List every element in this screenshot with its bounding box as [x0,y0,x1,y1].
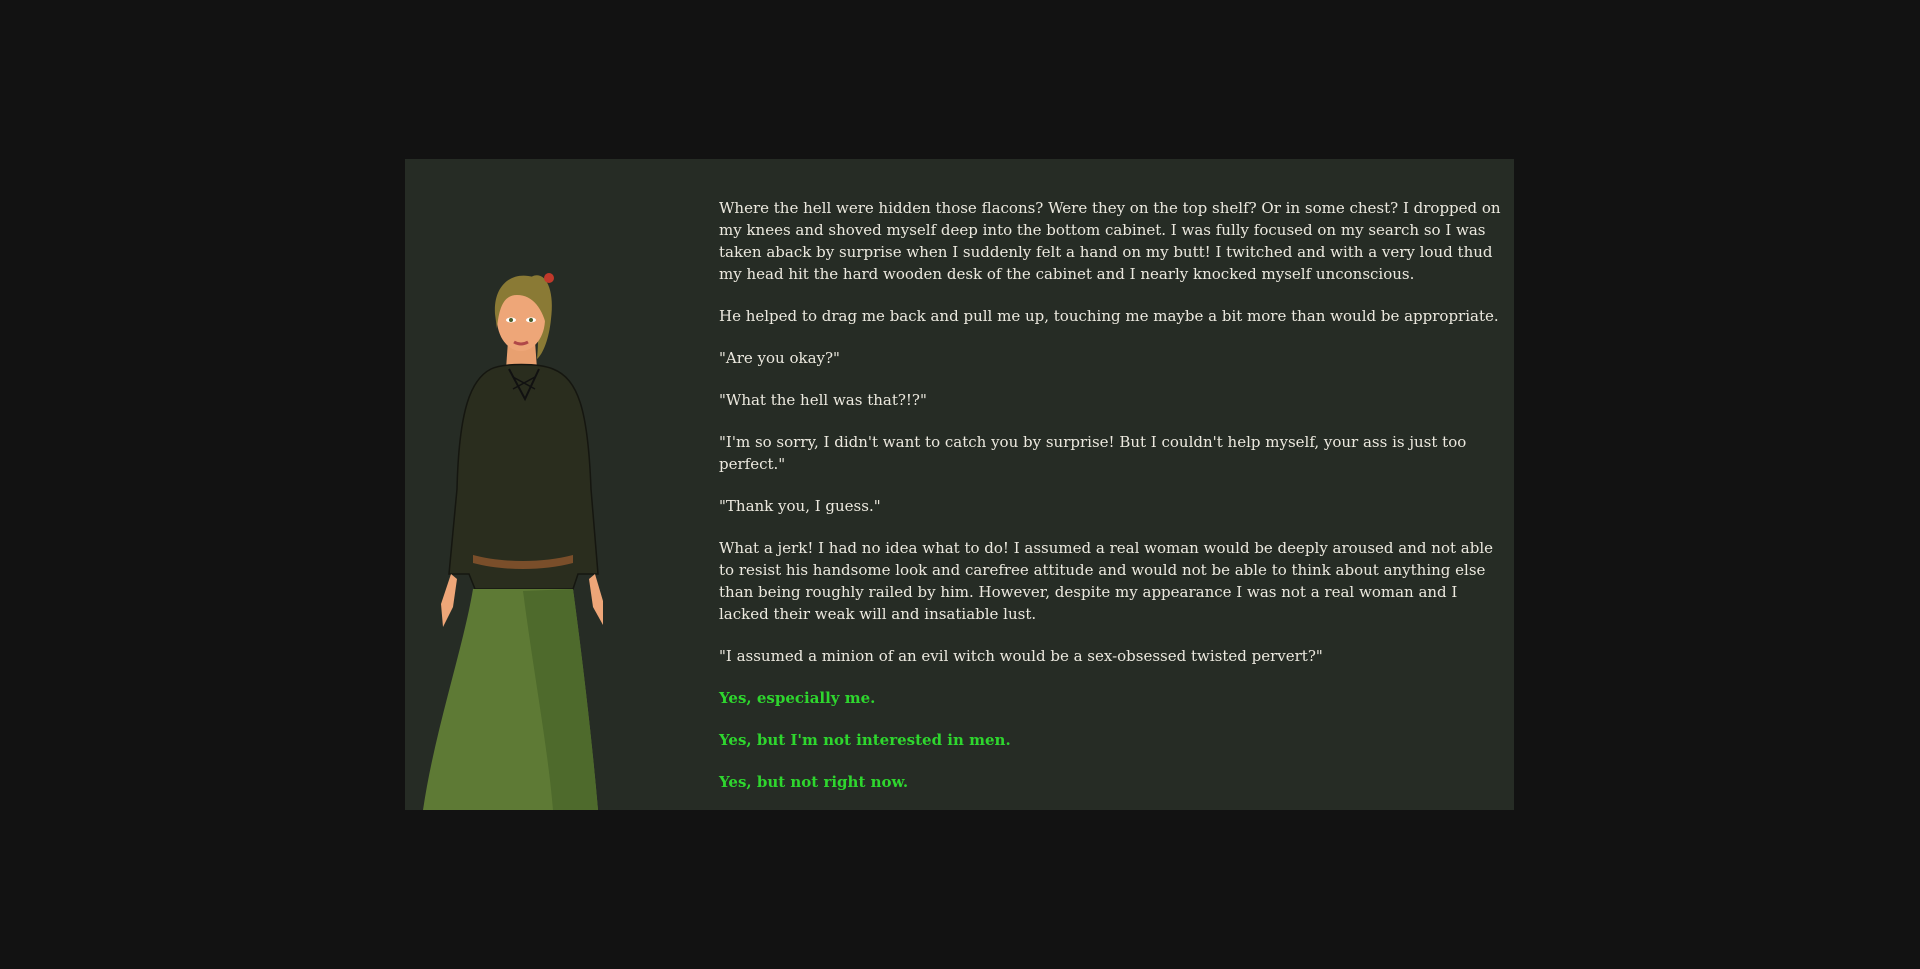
story-paragraph: "Are you okay?" [719,349,840,367]
choice-especially-me[interactable]: Yes, especially me. [719,689,876,707]
story-paragraph: "I'm so sorry, I didn't want to catch you by surprise! But I couldn't help myself, your ass is just too perfect." [719,433,1467,473]
story-paragraph: Where the hell were hidden those flacons? Were they on the top shelf? Or in some chest? I dropped on my knees and shoved myself deep into the bottom cabinet. I was fully focused on my search so I was taken aback by surprise when I suddenly felt a hand on my butt! I twitched and with a very loud thud my head hit the hard wooden desk of the cabinet and I nearly knocked myself unconscious. [719,199,1501,283]
story-text-area [719,197,1504,810]
choice-not-interested-in-men[interactable]: Yes, but I'm not interested in men. [719,731,1011,749]
woman-in-green-skirt-portrait-icon [413,229,643,810]
choice-not-right-now[interactable]: Yes, but not right now. [719,773,909,791]
story-paragraph: He helped to drag me back and pull me up, touching me maybe a bit more than would be appropriate. [719,307,1499,325]
story-paragraph: "I assumed a minion of an evil witch would be a sex-obsessed twisted pervert?" [719,647,1323,665]
game-panel [405,159,1514,810]
story-paragraph: "What the hell was that?!?" [719,391,927,409]
character-portrait [413,229,643,810]
story-paragraph: "Thank you, I guess." [719,497,881,515]
story-paragraph: What a jerk! I had no idea what to do! I assumed a real woman would be deeply aroused and not able to resist his handsome look and carefree attitude and would not be able to think about anything else than being roughly railed by him. However, despite my appearance I was not a real woman and I lacked their weak will and insatiable lust. [719,539,1493,623]
